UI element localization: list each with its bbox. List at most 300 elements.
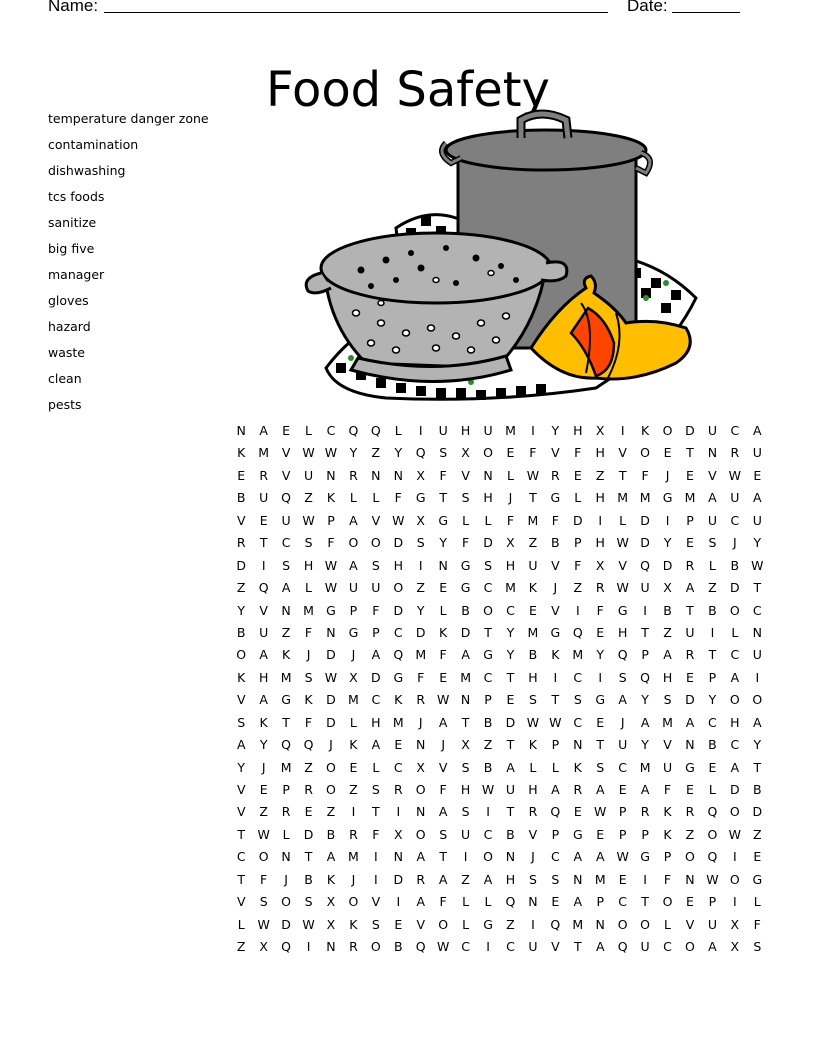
grid-cell[interactable]: U [303, 467, 314, 483]
grid-cell[interactable]: Y [259, 737, 268, 753]
grid-cell[interactable]: X [393, 826, 403, 842]
grid-cell[interactable]: G [415, 490, 426, 506]
grid-cell[interactable]: F [596, 602, 604, 618]
grid-cell[interactable]: T [529, 490, 537, 506]
grid-cell[interactable]: B [730, 557, 740, 573]
grid-cell[interactable]: P [596, 894, 604, 910]
grid-cell[interactable]: L [349, 714, 357, 730]
grid-cell[interactable]: A [438, 871, 448, 887]
grid-cell[interactable]: N [416, 737, 426, 753]
grid-cell[interactable]: C [573, 714, 583, 730]
grid-cell[interactable]: G [572, 826, 583, 842]
grid-cell[interactable]: B [506, 826, 515, 842]
grid-cell[interactable]: M [639, 490, 651, 506]
grid-cell[interactable]: D [730, 782, 740, 797]
grid-cell[interactable]: C [236, 849, 246, 865]
grid-cell[interactable]: V [663, 737, 672, 753]
grid-cell[interactable]: B [236, 624, 246, 640]
grid-cell[interactable]: O [236, 647, 247, 663]
grid-cell[interactable]: W [616, 849, 629, 865]
grid-cell[interactable]: Q [281, 490, 292, 506]
grid-cell[interactable]: D [730, 580, 740, 596]
grid-cell[interactable]: Z [259, 804, 268, 820]
grid-cell[interactable]: M [594, 871, 606, 887]
grid-cell[interactable]: U [640, 580, 650, 596]
grid-cell[interactable]: O [393, 580, 404, 596]
grid-cell[interactable]: K [349, 916, 358, 932]
grid-cell[interactable]: I [710, 624, 715, 640]
grid-cell[interactable]: L [439, 602, 447, 618]
grid-cell[interactable]: F [551, 512, 559, 528]
grid-cell[interactable]: P [327, 512, 335, 528]
grid-cell[interactable]: H [258, 669, 269, 685]
grid-cell[interactable]: C [550, 849, 560, 865]
grid-cell[interactable]: M [392, 714, 404, 730]
grid-cell[interactable]: M [527, 624, 539, 640]
grid-cell[interactable]: M [280, 759, 292, 775]
grid-cell[interactable]: A [708, 939, 717, 955]
grid-cell[interactable]: X [506, 535, 515, 551]
grid-cell[interactable]: F [417, 669, 425, 685]
grid-cell[interactable]: S [596, 759, 605, 775]
grid-cell[interactable]: N [573, 737, 583, 753]
grid-cell[interactable]: J [531, 849, 535, 865]
grid-cell[interactable]: Z [595, 467, 605, 483]
grid-cell[interactable]: D [640, 535, 650, 551]
grid-cell[interactable]: V [618, 557, 627, 573]
grid-cell[interactable]: P [551, 737, 560, 753]
grid-cell[interactable]: W [324, 580, 338, 596]
grid-cell[interactable]: L [551, 759, 559, 775]
grid-cell[interactable]: O [326, 782, 336, 797]
grid-cell[interactable]: U [685, 624, 695, 640]
grid-cell[interactable]: G [393, 669, 404, 685]
grid-cell[interactable]: Z [483, 737, 493, 753]
grid-cell[interactable]: G [752, 871, 763, 887]
name-field[interactable] [104, 12, 608, 13]
grid-cell[interactable]: Z [461, 871, 470, 887]
grid-cell[interactable]: E [304, 804, 313, 820]
grid-cell[interactable]: G [483, 647, 493, 663]
grid-cell[interactable]: W [728, 467, 742, 483]
grid-cell[interactable]: M [684, 490, 696, 506]
grid-cell[interactable]: V [551, 557, 560, 573]
grid-cell[interactable]: Y [551, 423, 560, 438]
grid-cell[interactable]: H [460, 782, 471, 797]
grid-cell[interactable]: F [506, 512, 515, 528]
grid-cell[interactable]: R [281, 804, 291, 820]
grid-cell[interactable]: L [753, 894, 761, 910]
grid-cell[interactable]: D [505, 714, 516, 730]
grid-cell[interactable]: Y [596, 647, 605, 663]
grid-cell[interactable]: Z [304, 759, 313, 775]
grid-cell[interactable]: L [372, 759, 380, 775]
grid-cell[interactable]: I [665, 512, 670, 528]
grid-cell[interactable]: X [595, 557, 605, 573]
grid-cell[interactable]: N [685, 737, 695, 753]
grid-cell[interactable]: D [326, 647, 336, 663]
grid-cell[interactable]: J [620, 714, 625, 730]
grid-cell[interactable]: T [596, 737, 605, 753]
grid-cell[interactable]: C [326, 423, 336, 438]
grid-cell[interactable]: N [460, 692, 471, 708]
grid-cell[interactable]: O [326, 759, 336, 775]
grid-cell[interactable]: D [371, 669, 381, 685]
grid-cell[interactable]: L [664, 916, 672, 932]
grid-cell[interactable]: I [374, 871, 378, 887]
grid-cell[interactable]: X [730, 916, 740, 932]
grid-cell[interactable]: X [259, 939, 268, 955]
grid-cell[interactable]: B [461, 602, 470, 618]
grid-cell[interactable]: X [416, 512, 425, 528]
grid-cell[interactable]: A [236, 737, 246, 753]
grid-cell[interactable]: N [595, 916, 605, 932]
grid-cell[interactable]: N [685, 871, 695, 887]
grid-cell[interactable]: I [620, 423, 625, 438]
grid-cell[interactable]: W [302, 445, 315, 461]
grid-cell[interactable]: O [348, 894, 359, 910]
grid-cell[interactable]: V [236, 804, 246, 820]
grid-cell[interactable]: G [326, 602, 336, 618]
grid-cell[interactable]: U [371, 580, 381, 596]
grid-cell[interactable]: J [284, 871, 288, 887]
grid-cell[interactable]: B [326, 826, 336, 842]
grid-cell[interactable]: S [461, 804, 470, 820]
grid-cell[interactable]: W [728, 826, 742, 842]
grid-cell[interactable]: E [528, 602, 537, 618]
grid-cell[interactable]: S [708, 535, 717, 551]
grid-cell[interactable]: F [663, 782, 672, 797]
grid-cell[interactable]: A [483, 871, 493, 887]
grid-cell[interactable]: F [641, 467, 649, 483]
grid-cell[interactable]: M [348, 692, 359, 708]
grid-cell[interactable]: F [372, 826, 380, 842]
grid-cell[interactable]: M [258, 445, 270, 461]
grid-cell[interactable]: C [393, 759, 403, 775]
grid-cell[interactable]: Y [237, 602, 246, 618]
grid-cell[interactable]: W [324, 557, 338, 573]
grid-cell[interactable]: W [616, 535, 629, 551]
grid-cell[interactable]: E [394, 737, 403, 753]
grid-cell[interactable]: F [394, 490, 402, 506]
grid-cell[interactable]: S [371, 557, 380, 573]
grid-cell[interactable]: W [324, 445, 338, 461]
grid-cell[interactable]: D [460, 624, 471, 640]
grid-cell[interactable]: S [439, 826, 448, 842]
grid-cell[interactable]: C [618, 759, 628, 775]
grid-cell[interactable]: G [550, 490, 561, 506]
grid-cell[interactable]: T [484, 624, 492, 640]
grid-cell[interactable]: J [733, 535, 737, 551]
grid-cell[interactable]: E [596, 826, 605, 842]
grid-cell[interactable]: N [483, 467, 493, 483]
grid-cell[interactable]: T [686, 445, 694, 461]
grid-cell[interactable]: T [551, 692, 560, 708]
grid-cell[interactable]: E [618, 782, 627, 797]
grid-cell[interactable]: T [506, 669, 515, 685]
grid-cell[interactable]: E [349, 759, 358, 775]
grid-cell[interactable]: C [730, 512, 740, 528]
grid-cell[interactable]: S [237, 714, 246, 730]
grid-cell[interactable]: S [753, 939, 762, 955]
grid-cell[interactable]: A [573, 894, 583, 910]
grid-cell[interactable]: T [708, 647, 717, 663]
grid-cell[interactable]: E [618, 871, 627, 887]
grid-cell[interactable]: A [663, 647, 672, 663]
grid-cell[interactable]: S [528, 871, 537, 887]
grid-cell[interactable]: O [438, 916, 449, 932]
grid-cell[interactable]: F [439, 782, 447, 797]
grid-cell[interactable]: E [686, 535, 694, 551]
grid-cell[interactable]: S [663, 692, 672, 708]
grid-cell[interactable]: X [595, 423, 605, 438]
grid-cell[interactable]: M [505, 423, 516, 438]
grid-cell[interactable]: G [595, 692, 606, 708]
grid-cell[interactable]: L [574, 490, 582, 506]
grid-cell[interactable]: T [753, 580, 762, 596]
grid-cell[interactable]: V [236, 692, 246, 708]
grid-cell[interactable]: P [551, 826, 560, 842]
grid-cell[interactable]: D [236, 557, 247, 573]
grid-cell[interactable]: Q [617, 647, 628, 663]
grid-cell[interactable]: U [528, 557, 538, 573]
grid-cell[interactable]: Q [348, 423, 359, 438]
grid-cell[interactable]: U [752, 445, 762, 461]
grid-cell[interactable]: J [261, 759, 266, 775]
grid-cell[interactable]: U [707, 512, 717, 528]
grid-cell[interactable]: U [281, 512, 291, 528]
grid-cell[interactable]: O [483, 445, 493, 461]
grid-cell[interactable]: S [416, 535, 425, 551]
grid-cell[interactable]: O [415, 782, 426, 797]
grid-cell[interactable]: F [439, 647, 447, 663]
grid-cell[interactable]: N [438, 557, 448, 573]
grid-cell[interactable]: A [618, 692, 627, 708]
grid-cell[interactable]: S [484, 557, 492, 573]
grid-cell[interactable]: N [393, 849, 403, 865]
grid-cell[interactable]: D [685, 692, 695, 708]
grid-cell[interactable]: V [551, 939, 560, 955]
grid-cell[interactable]: L [529, 759, 537, 775]
grid-cell[interactable]: U [483, 423, 493, 438]
grid-cell[interactable]: S [461, 490, 470, 506]
grid-cell[interactable]: W [324, 669, 338, 685]
grid-cell[interactable]: K [640, 423, 650, 438]
grid-cell[interactable]: E [753, 849, 762, 865]
grid-cell[interactable]: G [281, 692, 291, 708]
grid-cell[interactable]: E [259, 782, 268, 797]
grid-cell[interactable]: I [598, 512, 603, 528]
grid-cell[interactable]: G [550, 624, 561, 640]
grid-cell[interactable]: V [416, 916, 425, 932]
grid-cell[interactable]: I [575, 602, 580, 618]
grid-cell[interactable]: J [508, 490, 513, 506]
grid-cell[interactable]: L [372, 490, 380, 506]
grid-cell[interactable]: A [595, 782, 605, 797]
grid-cell[interactable]: Q [415, 939, 426, 955]
grid-cell[interactable]: L [305, 580, 313, 596]
grid-cell[interactable]: S [461, 759, 470, 775]
grid-cell[interactable]: R [259, 467, 268, 483]
grid-cell[interactable]: X [461, 445, 470, 461]
grid-cell[interactable]: G [438, 512, 448, 528]
grid-cell[interactable]: N [528, 894, 538, 910]
grid-cell[interactable]: J [329, 737, 333, 753]
grid-cell[interactable]: X [730, 939, 740, 955]
grid-cell[interactable]: K [237, 669, 246, 685]
grid-cell[interactable]: O [752, 692, 763, 708]
grid-cell[interactable]: X [416, 467, 425, 483]
grid-cell[interactable]: Z [708, 580, 717, 596]
grid-cell[interactable]: C [618, 894, 628, 910]
grid-cell[interactable]: N [707, 445, 718, 461]
grid-cell[interactable]: L [484, 894, 492, 910]
grid-cell[interactable]: Q [393, 647, 404, 663]
grid-cell[interactable]: N [326, 467, 336, 483]
grid-cell[interactable]: O [729, 804, 740, 820]
grid-cell[interactable]: E [686, 467, 694, 483]
grid-cell[interactable]: I [418, 557, 423, 573]
grid-cell[interactable]: R [349, 939, 358, 955]
grid-cell[interactable]: B [304, 871, 313, 887]
grid-cell[interactable]: G [685, 759, 695, 775]
grid-cell[interactable]: Z [528, 535, 538, 551]
grid-cell[interactable]: Z [326, 804, 336, 820]
grid-cell[interactable]: D [640, 512, 650, 528]
grid-cell[interactable]: C [730, 423, 740, 438]
grid-cell[interactable]: A [685, 580, 695, 596]
grid-cell[interactable]: R [393, 782, 403, 797]
grid-cell[interactable]: Z [752, 826, 762, 842]
grid-cell[interactable]: T [439, 849, 447, 865]
grid-cell[interactable]: M [639, 759, 651, 775]
grid-cell[interactable]: N [326, 624, 336, 640]
grid-cell[interactable]: S [259, 894, 268, 910]
grid-cell[interactable]: W [257, 916, 270, 932]
grid-cell[interactable]: N [281, 849, 291, 865]
grid-cell[interactable]: V [236, 512, 246, 528]
grid-cell[interactable]: M [415, 647, 427, 663]
grid-cell[interactable]: L [305, 423, 313, 438]
grid-cell[interactable]: M [303, 602, 314, 618]
grid-cell[interactable]: I [486, 939, 490, 955]
grid-cell[interactable]: M [662, 714, 673, 730]
grid-cell[interactable]: E [282, 423, 291, 438]
grid-cell[interactable]: B [551, 535, 560, 551]
grid-cell[interactable]: Q [370, 423, 381, 438]
grid-cell[interactable]: J [665, 467, 670, 483]
grid-cell[interactable]: V [438, 759, 448, 775]
grid-cell[interactable]: P [372, 624, 380, 640]
grid-cell[interactable]: A [753, 714, 762, 730]
grid-cell[interactable]: J [306, 647, 311, 663]
grid-cell[interactable]: I [418, 423, 423, 438]
grid-cell[interactable]: I [733, 894, 737, 910]
grid-cell[interactable]: W [302, 512, 315, 528]
grid-cell[interactable]: N [371, 467, 381, 483]
grid-cell[interactable]: Y [753, 535, 762, 551]
grid-cell[interactable]: G [662, 490, 673, 506]
grid-cell[interactable]: G [460, 557, 471, 573]
grid-cell[interactable]: A [551, 782, 560, 797]
grid-cell[interactable]: F [439, 467, 447, 483]
grid-cell[interactable]: L [282, 826, 290, 842]
grid-cell[interactable]: C [371, 692, 381, 708]
grid-cell[interactable]: C [281, 535, 291, 551]
grid-cell[interactable]: W [751, 557, 764, 573]
grid-cell[interactable]: E [686, 669, 694, 685]
grid-cell[interactable]: G [483, 916, 493, 932]
grid-cell[interactable]: C [461, 939, 470, 955]
grid-cell[interactable]: Q [640, 669, 651, 685]
grid-cell[interactable]: A [461, 647, 470, 663]
grid-cell[interactable]: G [617, 602, 628, 618]
grid-cell[interactable]: U [505, 782, 516, 797]
grid-cell[interactable]: M [617, 490, 629, 506]
grid-cell[interactable]: E [439, 669, 448, 685]
grid-cell[interactable]: D [281, 916, 291, 932]
grid-cell[interactable]: Q [415, 445, 426, 461]
grid-cell[interactable]: D [393, 535, 404, 551]
grid-cell[interactable]: C [483, 580, 493, 596]
grid-cell[interactable]: P [618, 826, 627, 842]
grid-cell[interactable]: A [595, 939, 605, 955]
grid-cell[interactable]: E [753, 467, 762, 483]
grid-cell[interactable]: H [730, 714, 740, 730]
grid-cell[interactable]: F [260, 871, 268, 887]
grid-cell[interactable]: O [281, 894, 292, 910]
grid-cell[interactable]: A [595, 849, 605, 865]
grid-cell[interactable]: D [572, 512, 583, 528]
grid-cell[interactable]: Y [753, 737, 762, 753]
grid-cell[interactable]: Z [281, 624, 291, 640]
grid-cell[interactable]: X [461, 737, 470, 753]
grid-cell[interactable]: P [574, 535, 582, 551]
grid-cell[interactable]: G [640, 849, 650, 865]
grid-cell[interactable]: A [438, 714, 448, 730]
grid-cell[interactable]: I [643, 871, 647, 887]
grid-cell[interactable]: Z [236, 580, 246, 596]
grid-cell[interactable]: U [259, 624, 269, 640]
grid-cell[interactable]: U [618, 737, 628, 753]
grid-cell[interactable]: A [685, 714, 695, 730]
grid-cell[interactable]: W [526, 714, 540, 730]
grid-cell[interactable]: T [372, 804, 380, 820]
grid-cell[interactable]: Y [506, 647, 515, 663]
grid-cell[interactable]: W [257, 826, 270, 842]
grid-cell[interactable]: K [439, 624, 448, 640]
grid-cell[interactable]: L [462, 894, 470, 910]
grid-cell[interactable]: D [303, 826, 314, 842]
grid-cell[interactable]: R [595, 580, 605, 596]
grid-cell[interactable]: D [415, 624, 426, 640]
grid-cell[interactable]: N [505, 849, 516, 865]
grid-cell[interactable]: C [708, 714, 717, 730]
grid-cell[interactable]: U [752, 512, 762, 528]
grid-cell[interactable]: T [506, 804, 515, 820]
grid-cell[interactable]: E [506, 692, 515, 708]
grid-cell[interactable]: O [483, 602, 493, 618]
grid-cell[interactable]: H [505, 871, 516, 887]
grid-cell[interactable]: T [304, 849, 313, 865]
grid-cell[interactable]: Z [506, 916, 515, 932]
grid-cell[interactable]: Y [237, 759, 246, 775]
grid-cell[interactable]: I [374, 849, 378, 865]
grid-cell[interactable]: Z [685, 826, 695, 842]
grid-cell[interactable]: N [326, 939, 336, 955]
grid-cell[interactable]: A [573, 849, 583, 865]
grid-cell[interactable]: M [572, 916, 584, 932]
